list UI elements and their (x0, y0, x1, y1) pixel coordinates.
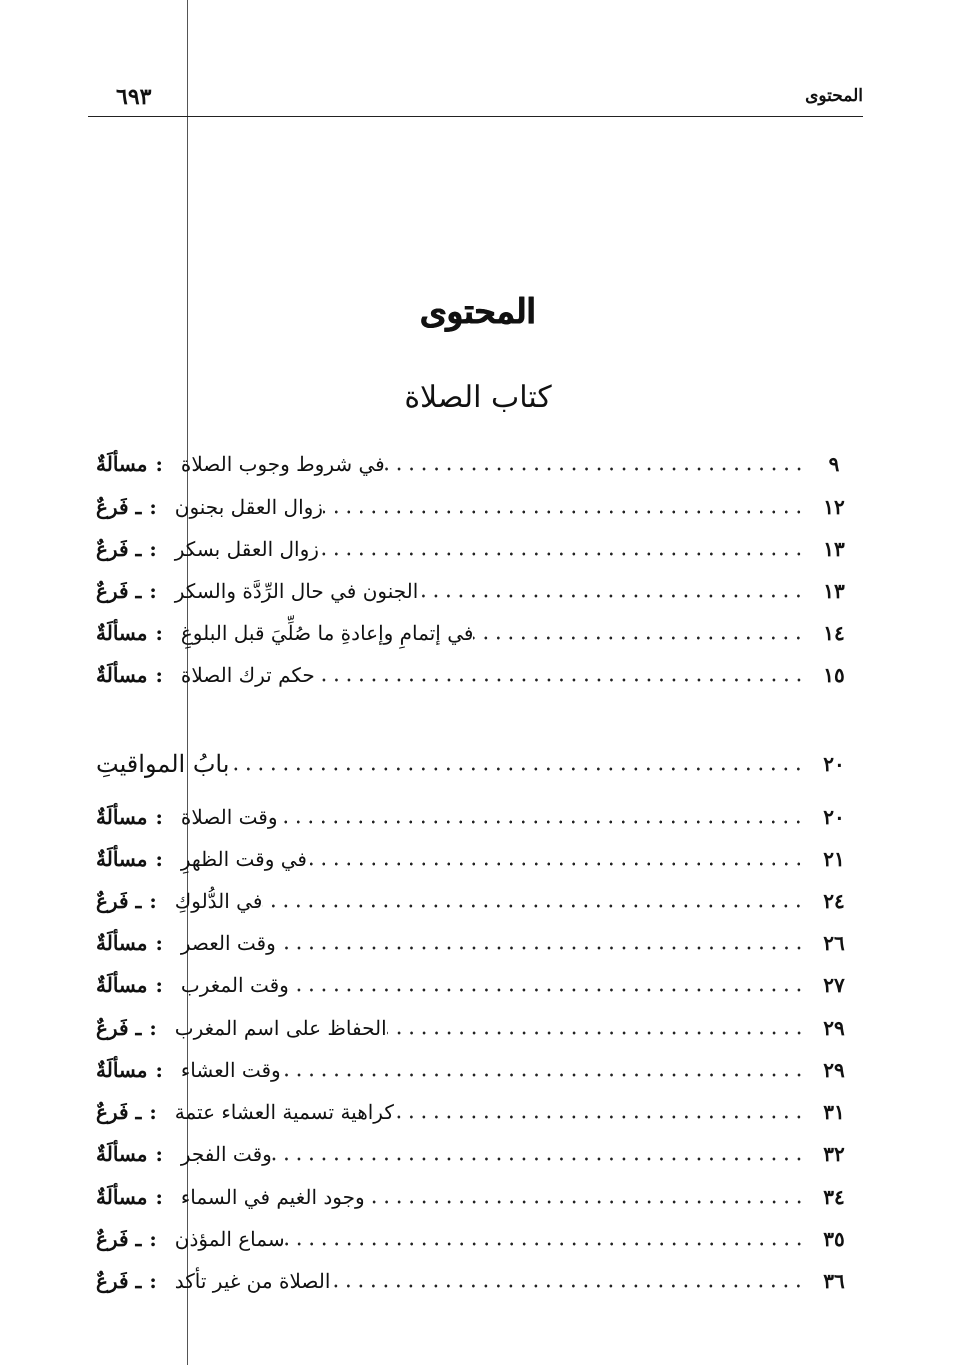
entry-separator: : (155, 973, 163, 997)
entry-title: وقت المغرب (180, 973, 289, 997)
entry-separator: : (149, 1269, 157, 1293)
entry-label: مسألَةٌ (96, 1142, 148, 1166)
toc-entry (88, 1011, 863, 1045)
entry-title: زوال العقل بسكر (174, 537, 319, 561)
entry-separator: : (155, 805, 163, 829)
entry-separator: : (155, 847, 163, 871)
dot-leader (319, 552, 805, 556)
dot-leader (229, 767, 805, 771)
entry-separator: : (155, 452, 163, 476)
entry-separator: : (149, 579, 157, 603)
toc-entry (88, 968, 863, 1002)
toc-entry (88, 658, 863, 692)
entry-page-number: ٢٠ (823, 805, 845, 829)
entry-label: مسألَةٌ (96, 663, 148, 687)
toc-entry (88, 1053, 863, 1087)
entry-page-number: ٢٤ (823, 889, 845, 913)
entry-label: مسألَةٌ (96, 847, 148, 871)
entry-label: ـ فَرعٌ (96, 537, 142, 561)
entry-page-number: ٣٥ (823, 1227, 845, 1251)
entry-label: ـ فَرعٌ (96, 889, 142, 913)
dot-leader (385, 467, 805, 471)
entry-title: الصلاة من غير تأكد (174, 1269, 331, 1293)
entry-label: ـ فَرعٌ (96, 495, 142, 519)
book-title: كتاب الصلاة (404, 380, 552, 415)
entry-page-number: ٣٢ (823, 1142, 845, 1166)
header-page-number: ٦٩٣ (116, 84, 152, 110)
entry-page-number: ١٥ (823, 663, 845, 687)
entry-page-number: ١٣ (823, 579, 845, 603)
entry-page-number: ١٤ (823, 621, 845, 645)
toc-entry (88, 884, 863, 918)
entry-label: ـ فَرعٌ (96, 1016, 142, 1040)
entry-page-number: ١٢ (823, 495, 845, 519)
toc-entry (88, 800, 863, 834)
entry-title: وقت العشاء (180, 1058, 281, 1082)
entry-title: الجنون في حال الرِّدَّة والسكر (174, 579, 419, 603)
dot-leader (285, 1242, 805, 1246)
dot-leader (473, 636, 805, 640)
entry-separator: : (149, 1100, 157, 1124)
toc-entry (88, 1222, 863, 1256)
entry-page-number: ٣٦ (823, 1269, 845, 1293)
entry-page-number: ١٣ (823, 537, 845, 561)
entry-separator: : (149, 1227, 157, 1251)
entry-label: ـ فَرعٌ (96, 1269, 142, 1293)
dot-leader (289, 988, 805, 992)
toc-entry (88, 447, 863, 481)
entry-page-number: ٣١ (823, 1100, 845, 1124)
dot-leader (281, 1073, 805, 1077)
entry-title: في الدُّلوكِ (174, 889, 263, 913)
entry-label: مسألَةٌ (96, 805, 148, 829)
entry-separator: : (149, 889, 157, 913)
entry-separator: : (149, 495, 157, 519)
dot-leader (394, 1115, 805, 1119)
toc-entry (88, 926, 863, 960)
entry-title: سماع المؤذن (174, 1227, 285, 1251)
dot-leader (323, 510, 805, 514)
entry-separator: : (155, 1142, 163, 1166)
entry-separator: : (149, 537, 157, 561)
dot-leader (387, 1031, 805, 1035)
entry-title: في شروط وجوب الصلاة (180, 452, 385, 476)
toc-entry (88, 1137, 863, 1171)
entry-page-number: ٣٤ (823, 1185, 845, 1209)
entry-label: مسألَةٌ (96, 931, 148, 955)
entry-separator: : (155, 1058, 163, 1082)
entry-title: وقت الفجر (180, 1142, 272, 1166)
entry-page-number: ٢١ (823, 847, 845, 871)
entry-page-number: ٩ (828, 452, 840, 476)
entry-title: وقت الصلاة (180, 805, 278, 829)
page-title: المحتوى (420, 292, 536, 332)
toc-entry (88, 747, 863, 781)
entry-separator: : (155, 663, 163, 687)
entry-separator: : (155, 931, 163, 955)
dot-leader (365, 1200, 805, 1204)
entry-title: وقت العصر (180, 931, 276, 955)
entry-label: مسألَةٌ (96, 1185, 148, 1209)
toc-entry (88, 532, 863, 566)
toc-entry (88, 1095, 863, 1129)
toc-entry (88, 1264, 863, 1298)
entry-label: مسألَةٌ (96, 1058, 148, 1082)
entry-separator: : (155, 1185, 163, 1209)
toc-entry (88, 1180, 863, 1214)
entry-page-number: ٢٦ (823, 931, 845, 955)
entry-page-number: ٢٠ (823, 752, 845, 776)
dot-leader (272, 1157, 805, 1161)
header-title: المحتوى (805, 86, 863, 106)
dot-leader (418, 594, 805, 598)
section-heading: بابُ المواقيتِ (96, 750, 230, 778)
entry-title: كراهية تسمية العشاء عتمة (174, 1100, 394, 1124)
entry-label: مسألَةٌ (96, 452, 148, 476)
entry-label: ـ فَرعٌ (96, 1227, 142, 1251)
dot-leader (315, 678, 805, 682)
entry-separator: : (149, 1016, 157, 1040)
dot-leader (330, 1284, 805, 1288)
entry-page-number: ٢٩ (823, 1016, 845, 1040)
entry-separator: : (155, 621, 163, 645)
toc-entry (88, 490, 863, 524)
toc-entry (88, 842, 863, 876)
entry-title: حكم ترك الصلاة (180, 663, 315, 687)
dot-leader (277, 820, 805, 824)
entry-title: في وقت الظهرِ (180, 847, 307, 871)
toc-entry (88, 616, 863, 650)
entry-title: الحفاظ على اسم المغرب (174, 1016, 387, 1040)
entry-page-number: ٢٧ (823, 973, 845, 997)
entry-label: ـ فَرعٌ (96, 579, 142, 603)
entry-page-number: ٢٩ (823, 1058, 845, 1082)
entry-label: مسألَةٌ (96, 621, 148, 645)
entry-title: في إتمامِ وإعادةِ ما صُلِّيَ قبل البلوغِ (180, 621, 474, 645)
dot-leader (307, 862, 805, 866)
entry-label: مسألَةٌ (96, 973, 148, 997)
entry-label: ـ فَرعٌ (96, 1100, 142, 1124)
entry-title: وجود الغيم في السماء (180, 1185, 365, 1209)
dot-leader (262, 904, 805, 908)
toc-entry (88, 574, 863, 608)
dot-leader (276, 946, 805, 950)
entry-title: زوال العقل بجنون (174, 495, 323, 519)
